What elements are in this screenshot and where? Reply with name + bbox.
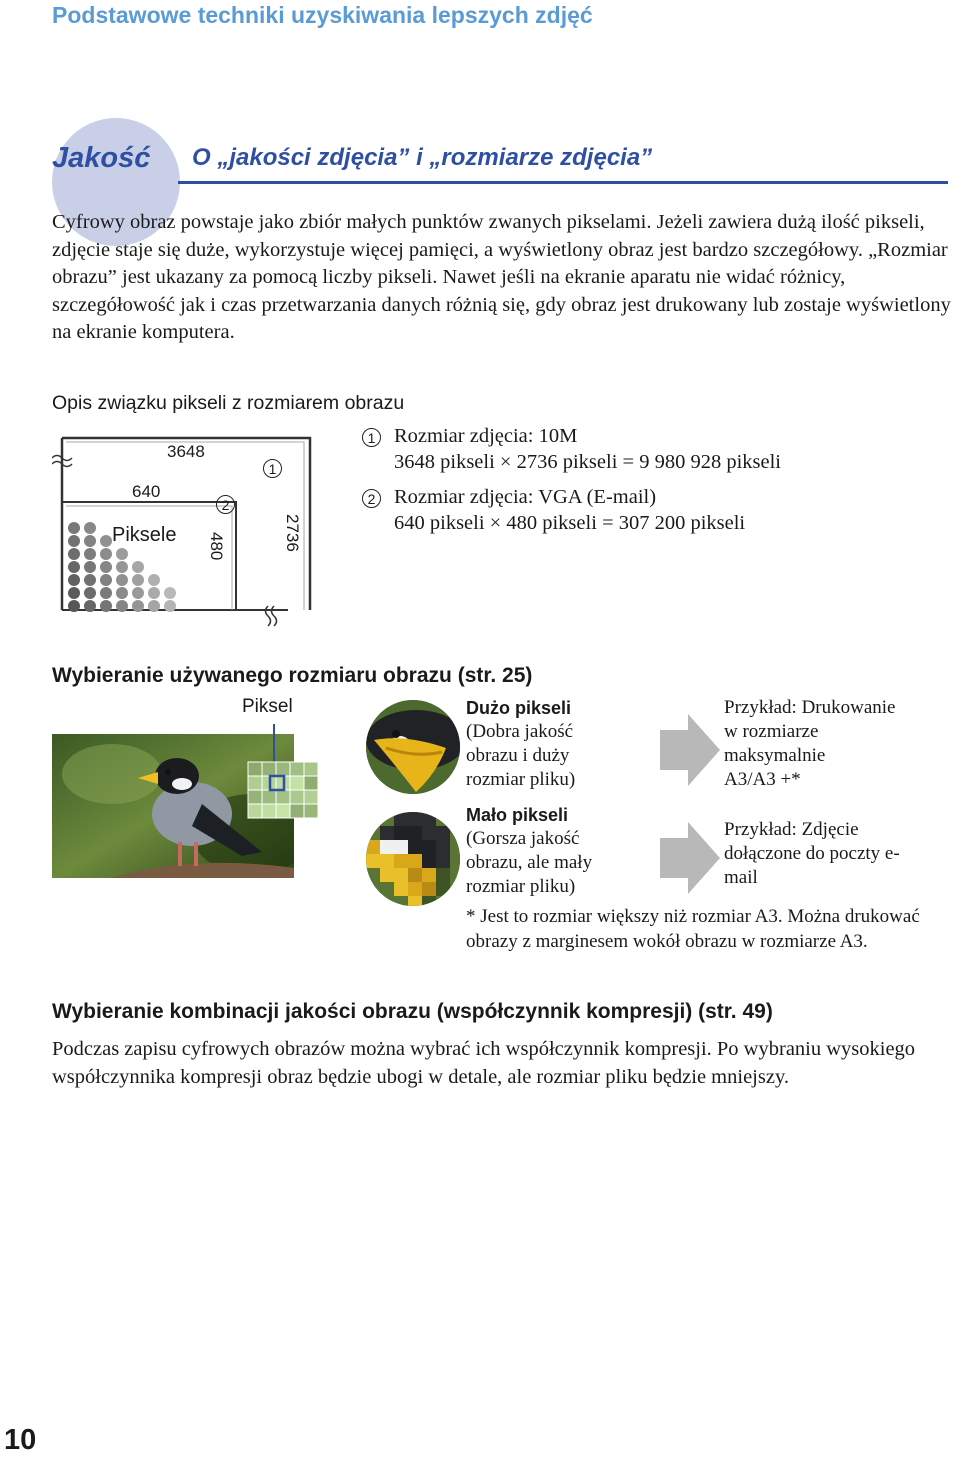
legend-2-line2: 640 pikseli × 480 pikseli = 307 200 pikseli — [394, 512, 746, 534]
height-480-label: 480 — [207, 532, 226, 561]
few-pixels-title: Mało pikseli — [466, 805, 569, 825]
few-pixels-desc-2: obrazu, ale mały — [466, 852, 593, 873]
section-rule — [178, 181, 948, 184]
many-pixels-desc-3: rozmiar pliku) — [466, 769, 576, 790]
legend-marker-1: 1 — [362, 428, 381, 447]
arrow-right-icon — [660, 822, 720, 894]
footnote: * Jest to rozmiar większy niż rozmiar A3. Można drukować obrazy z marginesem wokół obrazu w rozmiarze A3. — [466, 906, 920, 952]
example-small-line-2: dołączone do poczty e- — [724, 843, 900, 864]
example-large-line-1: Przykład: Drukowanie — [724, 697, 896, 718]
legend-2-line1: Rozmiar zdjęcia: VGA (E-mail) — [394, 486, 657, 508]
example-small-line-3: mail — [724, 867, 758, 888]
running-header: Podstawowe techniki uzyskiwania lepszych zdjęć — [52, 2, 593, 28]
example-large-line-3: maksymalnie — [724, 745, 826, 766]
few-pixels-block — [466, 803, 656, 899]
legend-marker-2: 2 — [362, 489, 381, 508]
section-tag: Jakość — [52, 142, 151, 174]
example-large-block — [724, 696, 944, 792]
marker-2: 2 — [216, 495, 235, 514]
pixel-callout — [240, 718, 370, 828]
page-number: 10 — [4, 1424, 37, 1456]
example-small-block — [724, 818, 944, 890]
width-640-label: 640 — [132, 482, 161, 501]
many-pixels-block — [466, 696, 656, 792]
many-pixels-desc-1: (Dobra jakość — [466, 721, 574, 742]
example-large-line-4: A3/A3 +* — [724, 769, 801, 790]
marker-1: 1 — [263, 459, 282, 478]
many-pixels-desc-2: obrazu i duży — [466, 745, 570, 766]
example-small-line-1: Przykład: Zdjęcie — [724, 819, 859, 840]
many-pixels-title: Dużo pikseli — [466, 698, 572, 718]
pixel-label: Piksel — [242, 696, 293, 717]
legend-1-line2: 3648 pikseli × 2736 pikseli = 9 980 928 pikseli — [394, 451, 781, 473]
section-title: O „jakości zdjęcia” i „rozmiarze zdjęcia” — [192, 144, 653, 171]
few-pixels-closeup — [366, 812, 460, 906]
pixels-label: Piksele — [112, 524, 177, 546]
height-2736-label: 2736 — [283, 514, 302, 552]
diagram-caption: Opis związku pikseli z rozmiarem obrazu — [52, 392, 405, 414]
legend-1-line1: Rozmiar zdjęcia: 10M — [394, 425, 578, 447]
compression-section-heading: Wybieranie kombinacji jakości obrazu (współczynnik kompresji) (str. 49) — [52, 1000, 773, 1023]
many-pixels-closeup — [366, 700, 460, 794]
pixel-size-diagram — [52, 434, 332, 634]
example-large-line-2: w rozmiarze — [724, 721, 819, 742]
few-pixels-desc-1: (Gorsza jakość — [466, 828, 580, 849]
few-pixels-desc-3: rozmiar pliku) — [466, 876, 576, 897]
size-section-heading: Wybieranie używanego rozmiaru obrazu (str. 25) — [52, 664, 533, 687]
intro-paragraph: Cyfrowy obraz powstaje jako zbiór małych punktów zwanych pikselami. Jeżeli zawiera dużą ilość pikseli, zdjęcie staje się duże, wykorzystuje więcej pamięci, a wyświetlony obraz jest bardzo szczegółowy. „Rozmiar obrazu” jest ukazany za pomocą liczby pikseli. Nawet jeśli na ekranie aparatu nie widać różnicy, szczegółowość jak i czas przetwarzania danych różnią się, gdy obraz jest drukowany lub zostaje wyświetlony na ekranie komputera. — [52, 211, 951, 343]
arrow-right-icon — [660, 714, 720, 786]
width-3648-label: 3648 — [167, 442, 205, 461]
compression-paragraph: Podczas zapisu cyfrowych obrazów można wybrać ich współczynnik kompresji. Po wybraniu wysokiego współczynnika kompresji obraz będzie ubogi w detale, ale rozmiar pliku będzie mniejszy. — [52, 1038, 916, 1088]
